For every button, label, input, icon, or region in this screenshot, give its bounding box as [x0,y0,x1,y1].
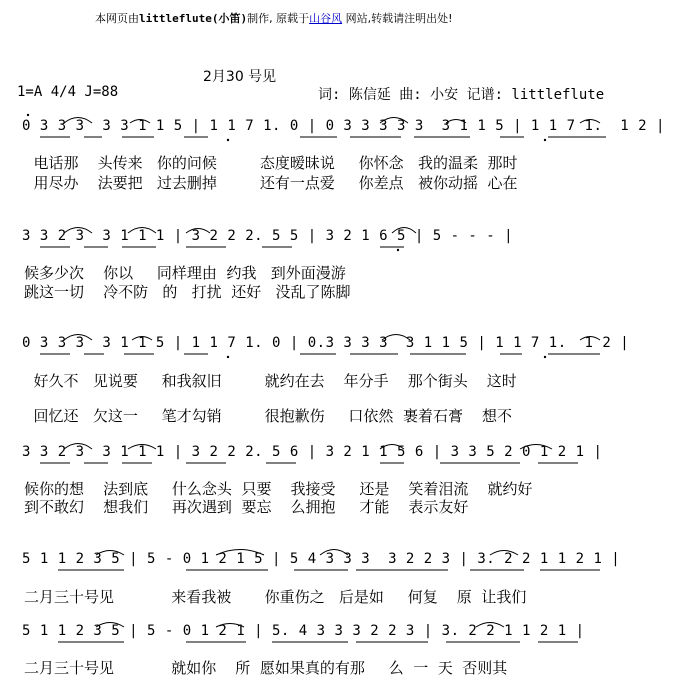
lyric-line-10: 二月三十号见 就如你 所 愿如果真的有那 么 一 天 否则其 [24,659,508,677]
key-signature: 1=A 4/4 J=88 [17,84,119,100]
notation-line-6: 5 1 1 2 3 5 | 5 - 0 1 2 1 | 5. 4 3 3 3 2 2 3 | 3. 2 2 1 1 2 1 | [22,623,585,639]
lyric-line-2: 用尽办 法要把 过去删掉 还有一点爱 你差点 被你动摇 心在 [24,174,518,192]
lyric-line-4: 跳这一切 冷不防 的 打扰 还好 没乱了陈脚 [24,283,351,301]
notation-line-2: 3 3 2 3 3 1 1 1 | 3 2 2 2. 5 5 | 3 2 1 6 5 | 5 - - - | [22,228,514,244]
lyric-line-8: 到不敢幻 想我们 再次遇到 要忘 么拥抱 才能 表示友好 [24,498,469,516]
lyric-line-1: 电话那 头传来 你的问候 态度暧昧说 你怀念 我的温柔 那时 [24,154,518,172]
lyric-line-5: 好久不 见说要 和我叙旧 就约在去 年分手 那个街头 这时 [24,372,517,390]
lyric-line-3: 候多少次 你以 同样理由 约我 到外面漫游 [24,264,346,282]
notation-line-4: 3 3 2 3 3 1 1 1 | 3 2 2 2. 5 6 | 3 2 1 1 5 6 | 3 3 5 2 0 1 2 1 | [22,444,603,460]
notation-line-5: 5 1 1 2 3 5 | 5 - 0 1 2 1 5 | 5 4 3 3 3 3 2 2 3 | 3. 2 2 1 1 2 1 | [22,551,621,567]
notice-middle: 制作, 原载于 [247,12,310,25]
notation-line-3: 0 3 3 3 3 1 1 5 | 1 1 7 1. 0 | 0.3 3 3 3 3 1 1 5 | 1 1 7 1. 1 2 | [22,335,630,351]
lyric-line-6: 回忆还 欠这一 笔才勾销 很抱歉伤 口依然 裹着石膏 想不 [24,407,513,425]
notation-line-1: 0 3 3 3 3 3 1 1 5 | 1 1 7 1. 0 | 0 3 3 3 3 3 3 1 1 5 | 1 1 7 1. 1 2 | [22,118,665,134]
song-title: 2月30 号见 [203,69,277,85]
notice-prefix: 本网页由 [95,12,139,25]
source-site-link[interactable]: 山谷风 [309,12,343,25]
notice-brand: littleflute(小笛) [139,12,248,25]
notice-suffix: 网站,转载请注明出处! [342,12,453,25]
lyric-line-7: 候你的想 法到底 什么念头 只要 我接受 还是 笑着泪流 就约好 [24,480,533,498]
song-credits: 词: 陈信延 曲: 小安 记谱: littleflute [318,87,605,103]
lyric-line-9: 二月三十号见 来看我被 你重伤之 后是如 何复 原 让我们 [24,588,527,606]
